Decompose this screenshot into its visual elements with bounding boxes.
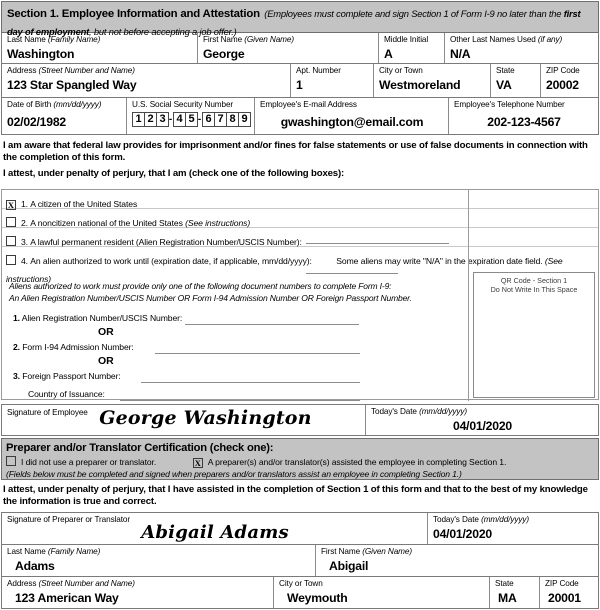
attestation-paragraph-2: I attest, under penalty of perjury, that I am (check one of the following boxes):	[3, 168, 345, 179]
preparer-address-value: 123 American Way	[15, 591, 119, 605]
ssn-digit[interactable]: 8	[226, 112, 239, 127]
preparer-option-2-label: A preparer(s) and/or translator(s) assisted the employee in completing Section 1.	[207, 457, 507, 467]
citizenship-option-2[interactable]	[2, 209, 598, 228]
email-value: gwashington@email.com	[280, 115, 424, 129]
address-label: Address (Street Number and Name)	[7, 66, 135, 75]
middle-initial-field[interactable]	[378, 33, 444, 63]
or-label-1: OR	[98, 326, 114, 338]
other-last-names-field[interactable]	[444, 33, 598, 63]
preparer-attestation: I attest, under penalty of perjury, that I have assisted in the completion of Section 1 of this form and that to the best of my knowledge the information is true and correct.	[3, 484, 588, 507]
ssn-dash: -	[168, 114, 173, 125]
country-of-issuance-label: Country of Issuance:	[28, 389, 105, 399]
alien-document-note	[9, 281, 464, 304]
zip-label: ZIP Code	[546, 66, 580, 75]
preparer-state-field[interactable]	[489, 577, 539, 608]
dob-value: 02/02/1982	[7, 115, 66, 129]
alien-field-3-label: 3. Foreign Passport Number:	[13, 371, 121, 381]
preparer-address-row	[1, 577, 599, 609]
preparer-last-name-label: Last Name (Family Name)	[7, 547, 101, 556]
employee-signature-date-value: 04/01/2020	[453, 419, 512, 433]
employee-name-row	[1, 33, 599, 64]
employee-signature-row	[1, 404, 599, 436]
preparer-zip-field[interactable]	[539, 577, 598, 608]
preparer-header	[1, 438, 599, 480]
employee-signature-date-label: Today's Date (mm/dd/yyyy)	[371, 407, 467, 416]
checkbox-permanent-resident[interactable]	[6, 236, 16, 246]
state-field[interactable]	[490, 64, 540, 97]
or-label-2: OR	[98, 355, 114, 367]
preparer-city-value: Weymouth	[287, 591, 348, 605]
attestation-paragraph-1: I am aware that federal law provides for imprisonment and/or fines for false statements or use of false documents in connection with the completion of this form.	[3, 140, 588, 163]
apt-number-value: 1	[296, 78, 303, 92]
alien-field-1-label: 1. Alien Registration Number/USCIS Number:	[13, 313, 183, 323]
city-field[interactable]	[373, 64, 490, 97]
phone-label: Employee's Telephone Number	[454, 100, 565, 109]
other-last-names-value: N/A	[450, 47, 471, 61]
citizenship-option-3-number: 3.	[21, 237, 28, 247]
ssn-digit[interactable]: 6	[202, 112, 215, 127]
alien-note-line-1: Aliens authorized to work must provide only one of the following document numbers to complete Form I-9:	[9, 281, 392, 291]
ssn-dash: -	[197, 114, 202, 125]
checkbox-authorized-alien[interactable]	[6, 255, 16, 265]
zip-value: 20002	[546, 78, 579, 92]
checkbox-citizen[interactable]: X	[7, 200, 15, 210]
preparer-options	[6, 456, 593, 468]
employee-address-row	[1, 64, 599, 98]
ssn-group-1	[132, 112, 168, 127]
citizenship-option-4-label: An alien authorized to work until (expiration date, if applicable, mm/dd/yyyy):	[30, 256, 312, 266]
citizenship-option-1-number: 1.	[21, 199, 28, 209]
email-label: Employee's E-mail Address	[260, 100, 357, 109]
foreign-passport-number-input[interactable]	[141, 382, 360, 383]
alien-registration-number-input[interactable]	[185, 324, 359, 325]
preparer-option-1-label: I did not use a preparer or translator.	[21, 457, 157, 467]
employee-signature-value: George Washington	[99, 407, 312, 429]
section1-title: Section 1. Employee Information and Attestation	[7, 8, 260, 20]
city-label: City or Town	[379, 66, 423, 75]
last-name-value: Washington	[7, 47, 75, 61]
qr-divider	[468, 190, 469, 401]
ssn-digit[interactable]: 1	[132, 112, 145, 127]
ssn-label: U.S. Social Security Number	[132, 100, 234, 109]
address-field[interactable]	[2, 64, 290, 97]
preparer-state-label: State	[495, 579, 514, 588]
middle-initial-value: A	[384, 47, 393, 61]
dob-field[interactable]	[2, 98, 126, 134]
preparer-first-name-label: First Name (Given Name)	[321, 547, 412, 556]
qr-code-line-1: QR Code - Section 1	[500, 276, 568, 285]
ssn-digit[interactable]: 5	[185, 112, 198, 127]
citizenship-status-block	[1, 189, 599, 400]
employee-signature-date-field[interactable]	[365, 405, 598, 435]
ssn-digit[interactable]: 3	[156, 112, 169, 127]
ssn-digit[interactable]: 9	[238, 112, 251, 127]
citizenship-option-4-note: Some aliens may write "N/A" in the expiration date field. (See instructions)	[6, 256, 563, 284]
citizenship-option-2-number: 2.	[21, 218, 28, 228]
qr-code-box	[473, 272, 595, 398]
section1-header	[1, 1, 599, 37]
expiration-date-input[interactable]	[306, 273, 398, 274]
ssn-group-3	[202, 112, 250, 127]
alien-field-2-label: 2. Form I-94 Admission Number:	[13, 342, 134, 352]
state-value: VA	[496, 78, 512, 92]
employee-contact-row	[1, 98, 599, 135]
section1-subtitle-part1: (Employees must complete and sign Section 1 of Form I-9 no later than the	[264, 8, 564, 19]
zip-field[interactable]	[540, 64, 598, 97]
email-field[interactable]	[254, 98, 448, 134]
preparer-signature-date-field[interactable]	[427, 513, 598, 544]
first-name-field[interactable]	[197, 33, 378, 63]
first-name-value: George	[203, 47, 245, 61]
country-of-issuance-input[interactable]	[120, 400, 360, 401]
preparer-address-field[interactable]	[2, 577, 273, 608]
last-name-label: Last Name (Family Name)	[7, 35, 101, 44]
uscis-number-input[interactable]	[306, 243, 449, 244]
preparer-city-label: City or Town	[279, 579, 323, 588]
qr-code-line-2: Do Not Write In This Space	[490, 285, 578, 294]
employee-signature-field[interactable]	[2, 405, 365, 435]
i94-admission-number-input[interactable]	[155, 353, 360, 354]
preparer-state-value: MA	[498, 591, 517, 605]
preparer-signature-value: Abigail Adams	[141, 522, 289, 543]
preparer-zip-value: 20001	[548, 591, 581, 605]
employee-signature-label: Signature of Employee	[7, 408, 88, 417]
preparer-last-name-value: Adams	[15, 559, 55, 573]
preparer-note: (Fields below must be completed and signed when preparers and/or translators assist an employee in completing Section 1.)	[6, 469, 462, 479]
checkbox-used-preparer[interactable]: X	[194, 458, 201, 468]
preparer-title: Preparer and/or Translator Certification (check one):	[6, 442, 274, 454]
address-value: 123 Star Spangled Way	[7, 78, 137, 92]
last-name-field[interactable]	[2, 33, 197, 63]
middle-initial-label: Middle Initial	[384, 35, 429, 44]
checkbox-noncitizen-national[interactable]	[6, 217, 16, 227]
city-value: Westmoreland	[379, 78, 461, 92]
preparer-city-field[interactable]	[273, 577, 489, 608]
citizenship-option-3[interactable]	[2, 228, 598, 247]
preparer-signature-field[interactable]	[2, 513, 427, 544]
citizenship-option-3-label: A lawful permanent resident (Alien Registration Number/USCIS Number):	[30, 237, 302, 247]
ssn-digit[interactable]: 2	[144, 112, 157, 127]
preparer-signature-date-value: 04/01/2020	[433, 527, 492, 541]
section1-subtitle-part2: , but not before accepting a job offer.)	[89, 26, 237, 37]
alien-note-line-2: An Alien Registration Number/USCIS Number OR Form I-94 Admission Number OR Foreign Passport Number.	[9, 292, 412, 303]
apt-number-field[interactable]	[290, 64, 373, 97]
dob-label: Date of Birth (mm/dd/yyyy)	[7, 100, 102, 109]
citizenship-option-1[interactable]	[2, 190, 598, 209]
ssn-digit-boxes[interactable]	[132, 112, 250, 127]
preparer-zip-label: ZIP Code	[545, 579, 579, 588]
preparer-first-name-value: Abigail	[329, 559, 369, 573]
preparer-signature-label: Signature of Preparer or Translator	[7, 515, 131, 524]
preparer-last-name-field[interactable]	[2, 545, 315, 576]
ssn-field[interactable]	[126, 98, 254, 134]
phone-value: 202-123-4567	[487, 115, 561, 129]
first-name-label: First Name (Given Name)	[203, 35, 294, 44]
state-label: State	[496, 66, 515, 75]
ssn-digit[interactable]: 4	[173, 112, 186, 127]
preparer-signature-value-wrap	[7, 522, 423, 543]
preparer-name-row	[1, 545, 599, 577]
preparer-signature-row	[1, 512, 599, 545]
citizenship-option-4-number: 4.	[21, 256, 28, 266]
checkbox-no-preparer[interactable]	[6, 456, 16, 466]
phone-field[interactable]	[448, 98, 598, 134]
preparer-address-label: Address (Street Number and Name)	[7, 579, 135, 588]
ssn-digit[interactable]: 7	[214, 112, 227, 127]
preparer-signature-date-label: Today's Date (mm/dd/yyyy)	[433, 515, 529, 524]
other-last-names-label: Other Last Names Used (if any)	[450, 35, 563, 44]
apt-number-label: Apt. Number	[296, 66, 341, 75]
ssn-group-2	[173, 112, 197, 127]
preparer-first-name-field[interactable]	[315, 545, 598, 576]
citizenship-option-1-label: A citizen of the United States	[30, 199, 138, 209]
section1-subtitle-bold: first day of employment	[7, 8, 581, 37]
citizenship-option-2-label: A noncitizen national of the United States (See instructions)	[30, 218, 251, 228]
